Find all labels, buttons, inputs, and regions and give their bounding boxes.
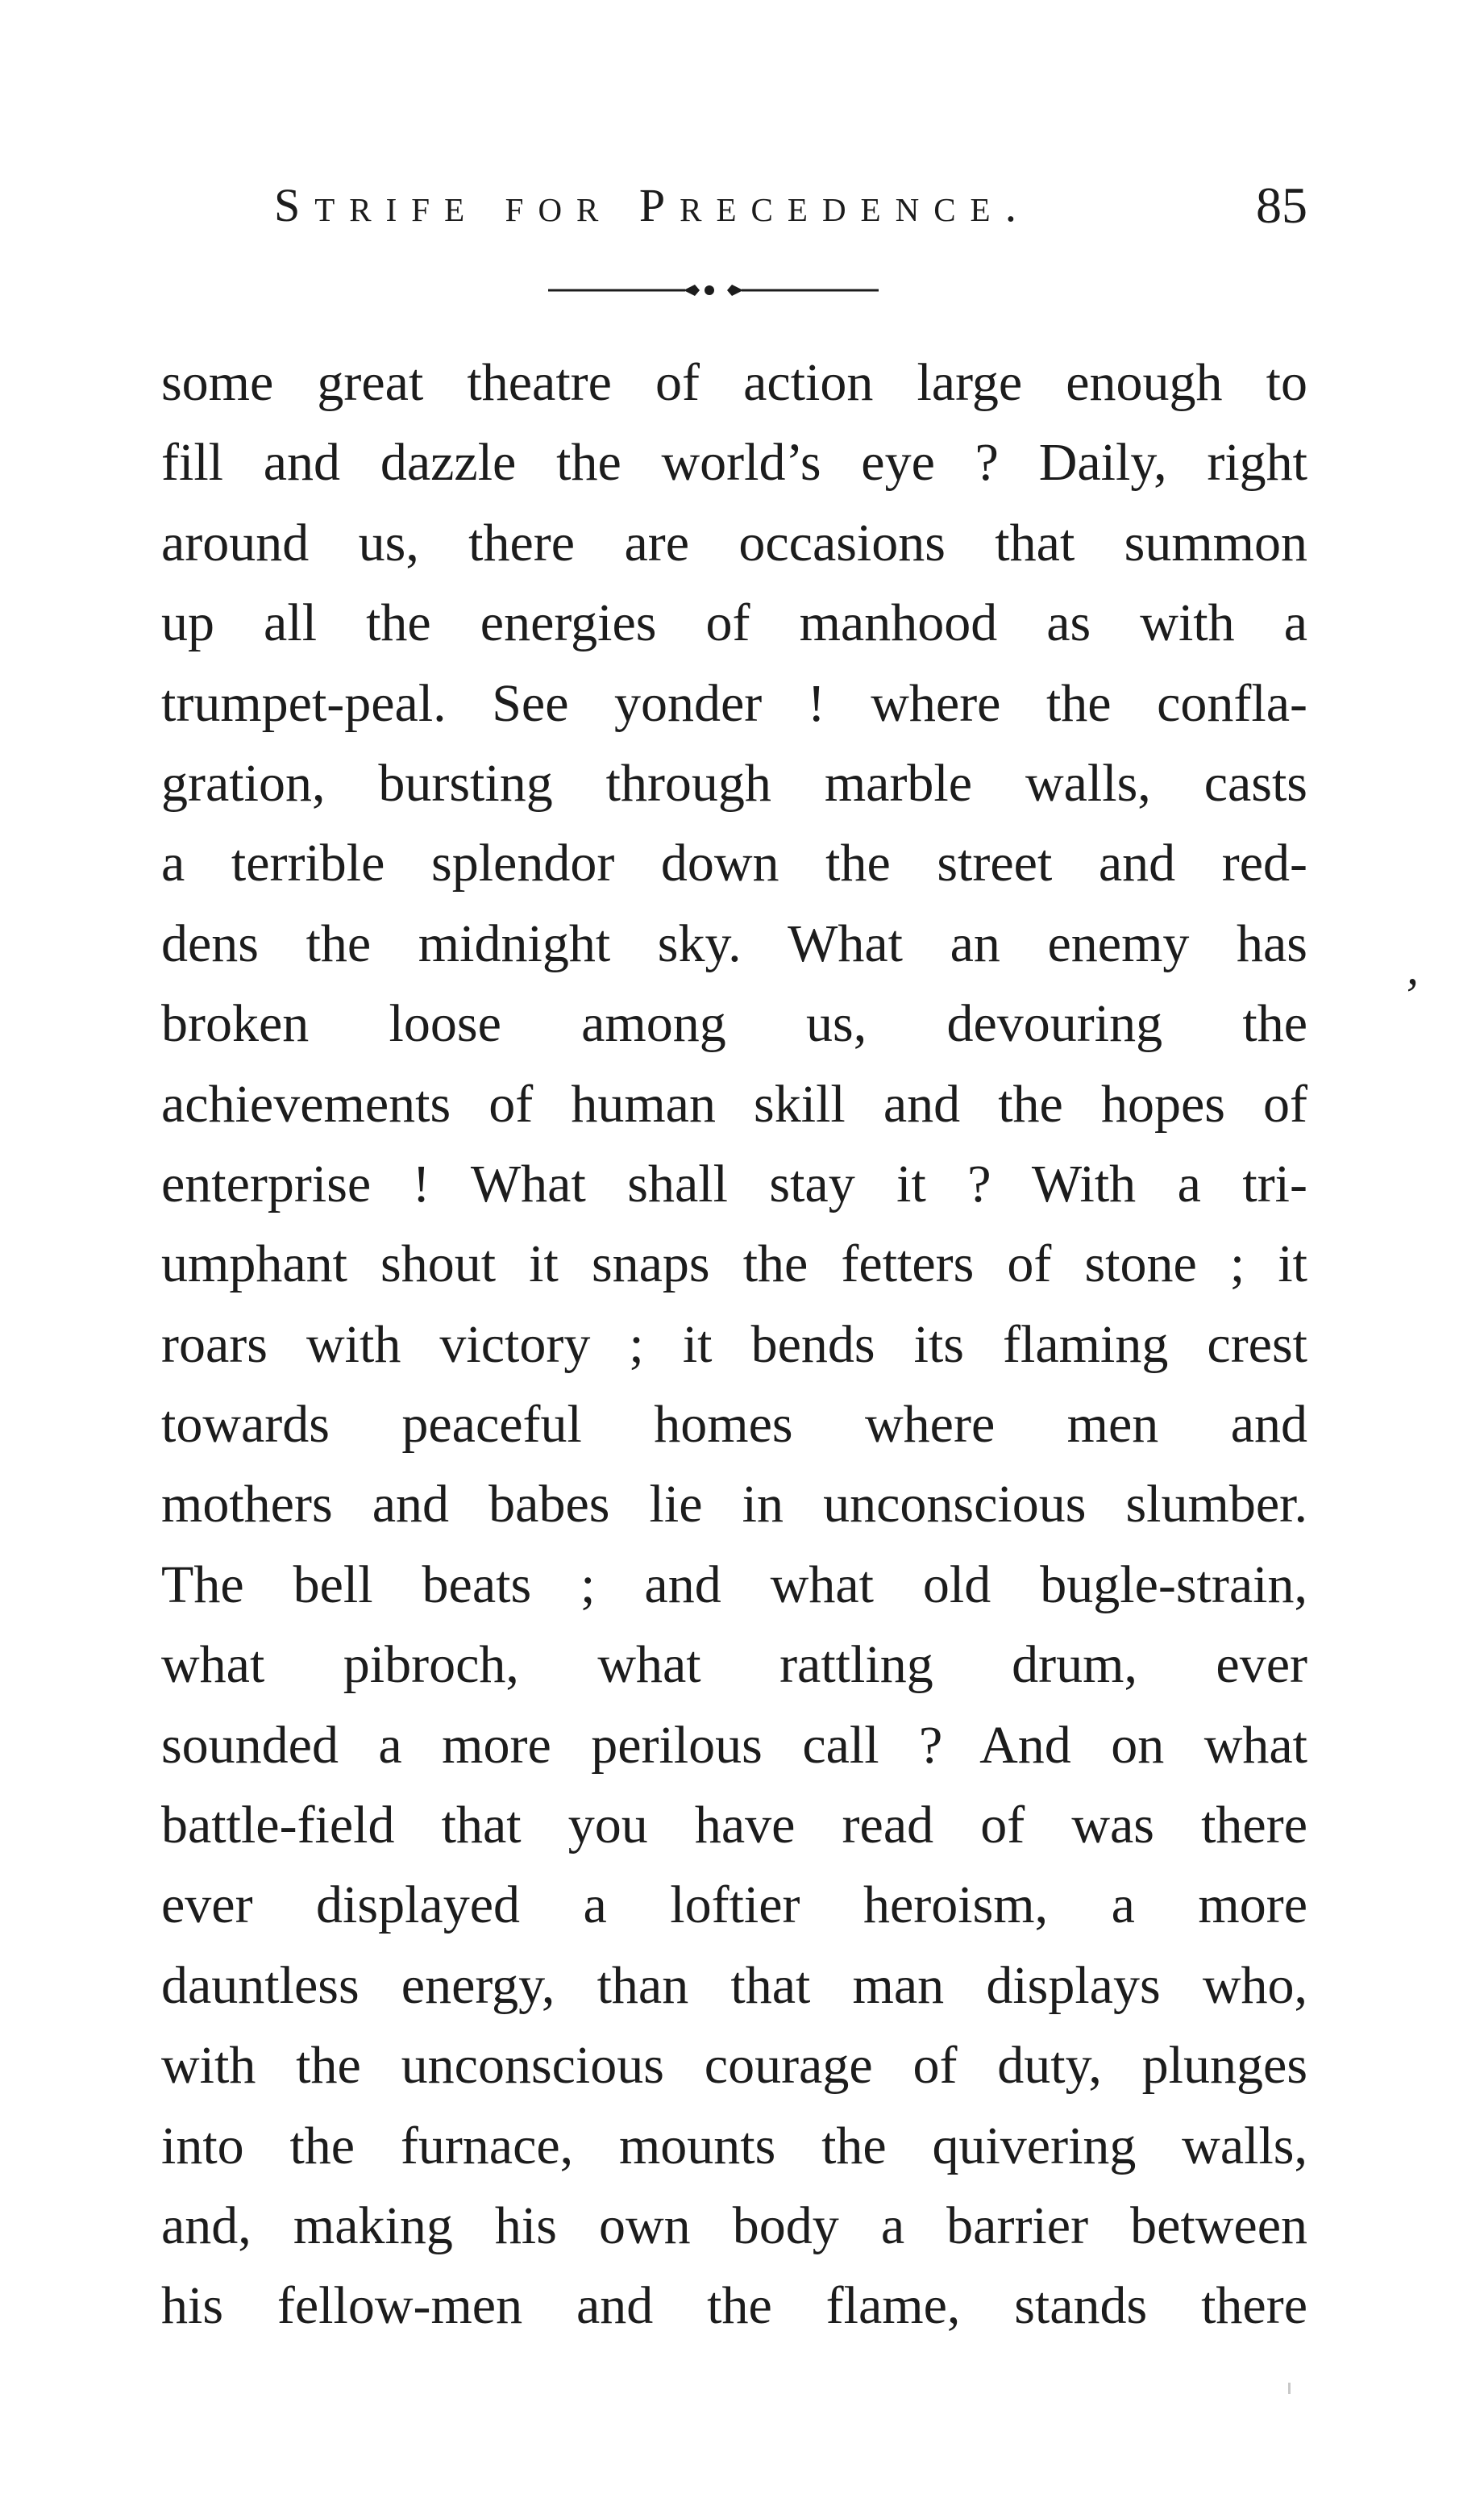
text-line: ever displayed a loftier heroism, a more <box>161 1875 1307 1935</box>
text-line: The bell beats ; and what old bugle-strain, <box>161 1555 1307 1614</box>
text-line: and, making his own body a barrier between <box>161 2196 1307 2255</box>
running-head <box>274 169 1307 242</box>
text-line: umphant shout it snaps the fetters of stone ; it <box>161 1234 1307 1294</box>
text-line: roars with victory ; it bends its flaming crest <box>161 1314 1307 1374</box>
text-line: dauntless energy, than that man displays who, <box>161 1955 1307 2015</box>
text-line: towards peaceful homes where men and <box>161 1395 1307 1455</box>
text-line: mothers and babes lie in unconscious slumber. <box>161 1475 1307 1534</box>
text-line: his fellow-men and the flame, stands there <box>161 2276 1307 2336</box>
text-line: sounded a more perilous call ? And on what <box>161 1715 1307 1775</box>
page-number: 85 <box>1256 177 1307 234</box>
text-line: gration, bursting through marble walls, casts <box>161 753 1307 813</box>
text-line: enterprise ! What shall stay it ? With a tri- <box>161 1154 1307 1213</box>
text-line: fill and dazzle the world’s eye ? Daily, right <box>161 433 1307 493</box>
text-line: dens the midnight sky. What an enemy has <box>161 914 1307 973</box>
text-line: what pibroch, what rattling drum, ever <box>161 1635 1307 1695</box>
margin-mark: , <box>1407 941 1419 994</box>
body-text <box>161 343 1307 2346</box>
text-line: into the furnace, mounts the quivering walls, <box>161 2116 1307 2175</box>
text-line: around us, there are occasions that summon <box>161 513 1307 572</box>
text-line: some great theatre of action large enough to <box>161 353 1307 412</box>
text-line: trumpet-peal. See yonder ! where the confla- <box>161 673 1307 733</box>
text-line: a terrible splendor down the street and red- <box>161 834 1307 893</box>
running-title: Strife for Precedence. <box>274 179 1032 231</box>
header-ornament <box>548 282 879 298</box>
ornament-rule-icon <box>548 282 879 298</box>
text-line: up all the energies of manhood as with a <box>161 593 1307 653</box>
text-line: achievements of human skill and the hopes of <box>161 1074 1307 1134</box>
text-line: with the unconscious courage of duty, plunges <box>161 2036 1307 2096</box>
text-line: broken loose among us, devouring the <box>161 994 1307 1054</box>
paper-speck <box>1288 2383 1291 2394</box>
text-line: battle-field that you have read of was there <box>161 1796 1307 1855</box>
